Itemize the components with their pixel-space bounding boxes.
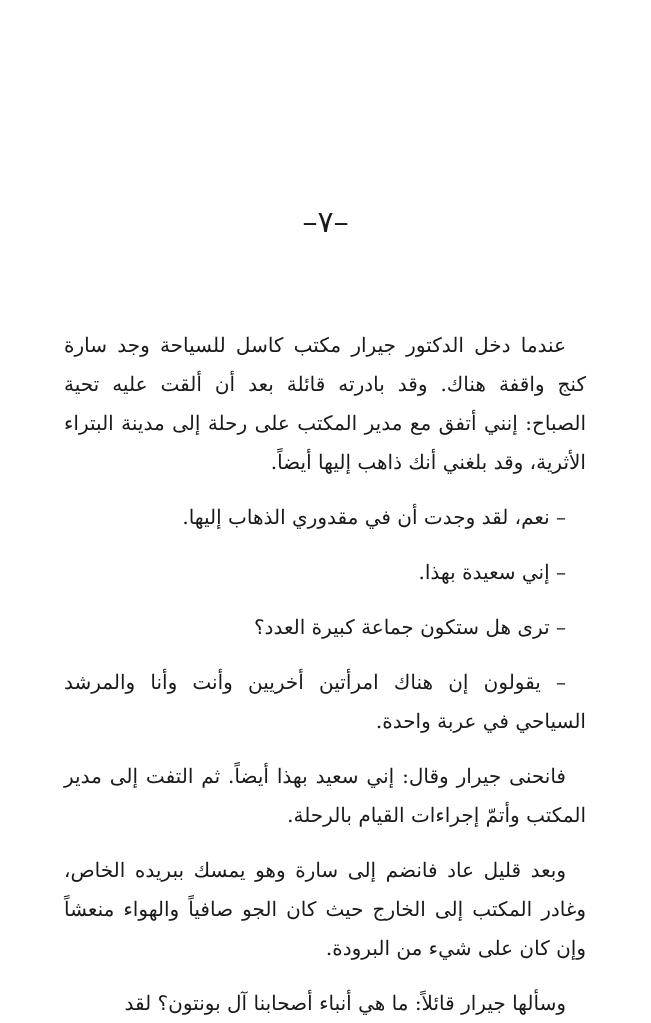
chapter-body xyxy=(64,326,586,1023)
dialogue-line: – إني سعيدة بهذا. xyxy=(418,560,566,584)
dialogue-line: – نعم، لقد وجدت أن في مقدوري الذهاب إليها. xyxy=(182,505,566,529)
paragraph: وبعد قليل عاد فانضم إلى سارة وهو يمسك ببريده الخاص، وغادر المكتب إلى الخارج حيث كان الجو صافياً والهواء منعشاً وإن كان على شيء من البرودة. xyxy=(64,858,586,960)
paragraph: فانحنى جيرار وقال: إني سعيد بهذا أيضاً. ثم التفت إلى مدير المكتب وأتمّ إجراءات القيام بالرحلة. xyxy=(64,764,586,827)
paragraph-opening: عندما دخل الدكتور جيرار مكتب كاسل للسياحة وجد سارة كنج واقفة هناك. وقد بادرته قائلة بعد أن ألقت عليه تحية الصباح: إنني أتفق مع مدير المكتب على رحلة إلى مدينة البتراء الأثرية، وقد بلغني أنك ذاهب إليها أيضاً. xyxy=(64,333,586,474)
dialogue-line: – يقولون إن هناك امرأتين أخريين وأنت وأنا والمرشد السياحي في عربة واحدة. xyxy=(64,670,586,733)
dialogue-line: – ترى هل ستكون جماعة كبيرة العدد؟ xyxy=(253,615,566,639)
chapter-number: –٧– xyxy=(302,205,349,240)
paragraph: وسألها جيرار قائلاً: ما هي أنباء أصحابنا آل بونتون؟ لقد xyxy=(124,991,566,1015)
